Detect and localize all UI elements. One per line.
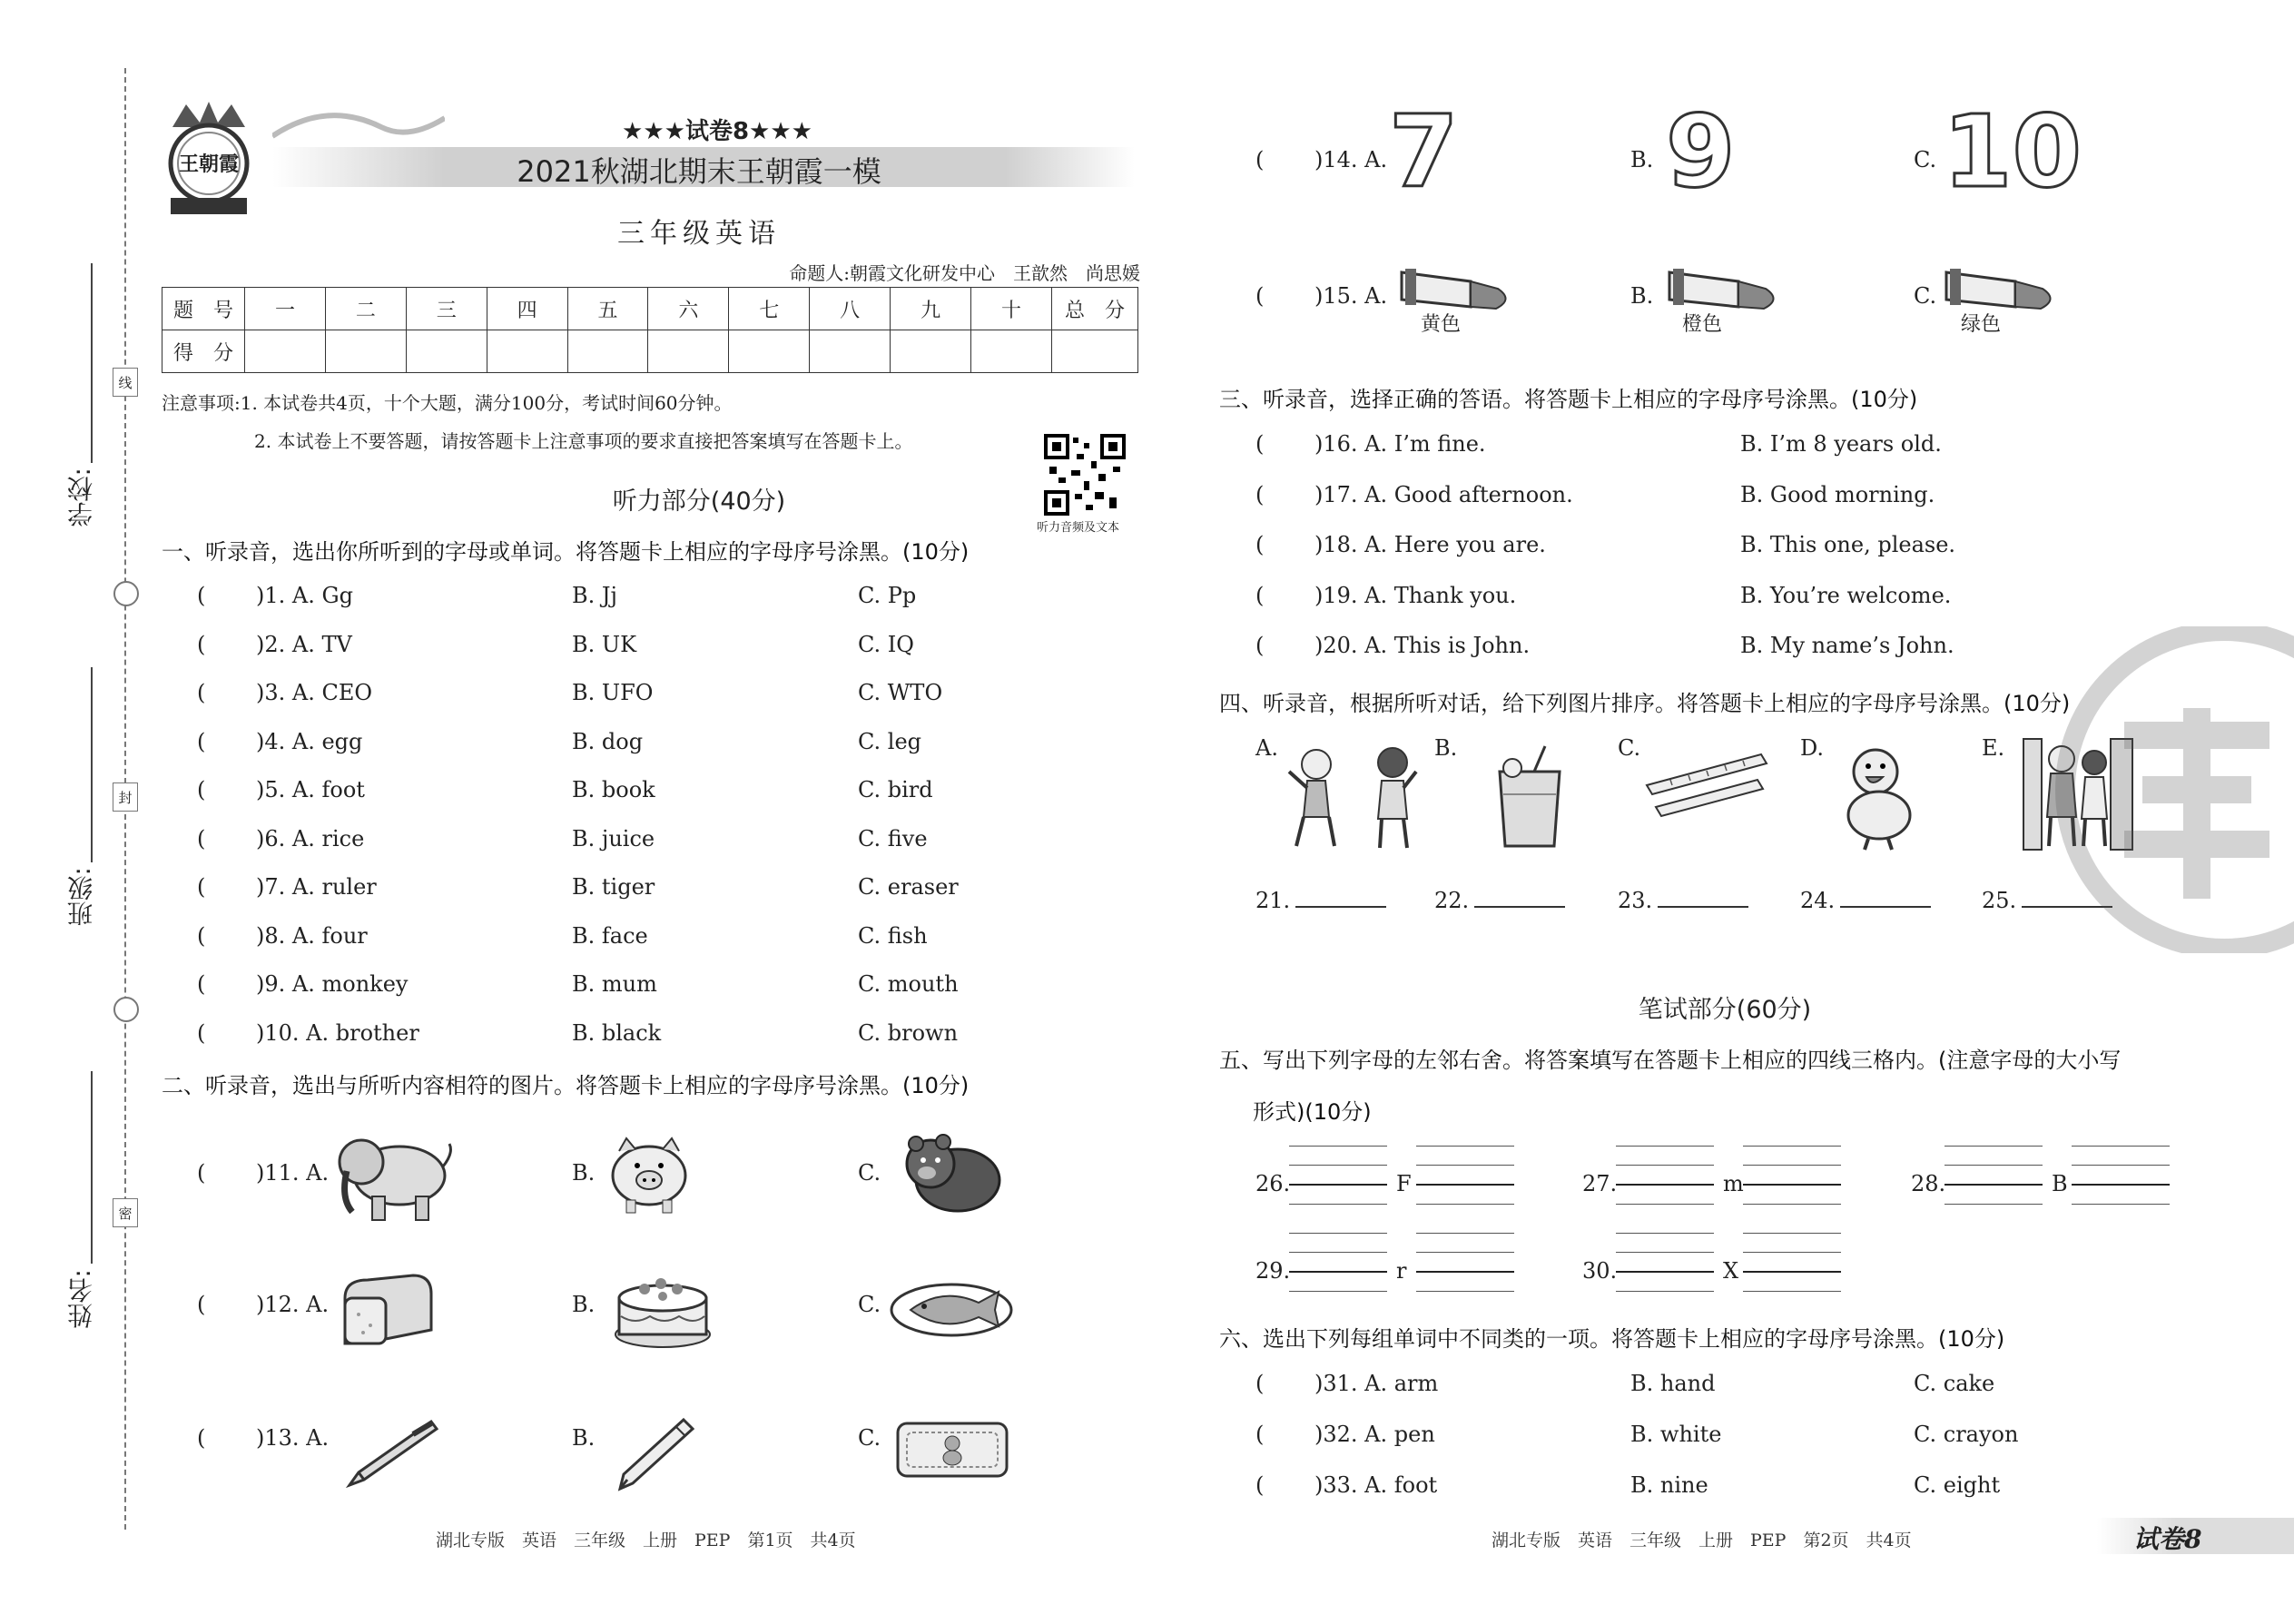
score-value-row <box>162 330 1138 373</box>
option-c: C. mouth <box>858 971 959 997</box>
option-b: B. My name’s John. <box>1740 633 1954 658</box>
score-cell <box>567 330 648 373</box>
guide-line <box>1416 1233 1514 1234</box>
guide-line <box>1289 1233 1387 1234</box>
option-a: )17. A. Good afternoon. <box>1314 481 1573 507</box>
guide-line <box>1616 1204 1714 1205</box>
four-line-box-left <box>1616 1233 1714 1291</box>
option-c: C. <box>858 1425 881 1451</box>
qr-code <box>1044 434 1126 516</box>
answer-blank-item <box>1434 888 1565 913</box>
option-c: C. cake <box>1914 1371 1995 1396</box>
blank-number: 25. <box>1982 888 2017 913</box>
name-line <box>91 1071 93 1264</box>
option-b: B. UFO <box>572 680 654 705</box>
blank-number: 23. <box>1618 888 1653 913</box>
answer-paren: ( <box>197 1019 206 1046</box>
option-c: C. five <box>858 825 928 851</box>
school-label: 学校: <box>66 468 96 527</box>
option-a: )7. A. ruler <box>256 874 377 900</box>
duck-picture <box>1832 744 1923 859</box>
guide-line <box>1616 1184 1714 1186</box>
option-a: )18. A. Here you are. <box>1314 532 1546 557</box>
answer-paren: ( <box>1255 481 1265 507</box>
answer-blank-item <box>1618 888 1748 913</box>
qr-caption: 听力音频及文本 <box>1037 521 1120 535</box>
option-a: )15. A. <box>1314 283 1388 309</box>
option-b: B. tiger <box>572 874 655 900</box>
score-header-cell: 八 <box>810 288 891 330</box>
option-c: C. crayon <box>1914 1422 2019 1447</box>
footer-left: 湖北专版 英语 三年级 上册 PEP 第1页 共4页 <box>436 1530 856 1550</box>
elephant-picture <box>336 1126 454 1231</box>
guide-line <box>1289 1291 1387 1292</box>
bread-picture <box>336 1271 436 1358</box>
guide-line <box>1743 1184 1841 1186</box>
guide-line <box>1416 1291 1514 1292</box>
option-c: C. <box>858 1160 881 1186</box>
school-line <box>91 263 93 463</box>
guide-line <box>1743 1291 1841 1292</box>
score-cell <box>325 330 406 373</box>
answer-blank-line <box>1658 888 1748 908</box>
option-b: B. <box>572 1425 596 1451</box>
answer-paren: ( <box>197 1425 206 1451</box>
option-b: B. dog <box>572 728 644 754</box>
answer-paren: ( <box>1255 431 1265 457</box>
authors: 命题人:朝霞文化研发中心 王歆然 尚思媛 <box>789 262 1140 284</box>
binding-hole <box>113 997 139 1022</box>
guide-line <box>1616 1252 1714 1253</box>
option-b: B. <box>1630 283 1654 309</box>
series-badge: ★★★试卷8★★★ <box>622 118 812 145</box>
option-a: )10. A. brother <box>256 1019 419 1046</box>
given-letter: F <box>1396 1171 1412 1196</box>
question-number: 27. <box>1582 1171 1618 1196</box>
four-line-box-right <box>1743 1146 1841 1204</box>
section-2-heading: 二、听录音，选出与所听内容相符的图片。将答题卡上相应的字母序号涂黑。(10分) <box>162 1073 970 1098</box>
crayon-caption-green: 绿色 <box>1961 313 2002 336</box>
answer-paren: ( <box>1255 1371 1265 1396</box>
question-number: 28. <box>1911 1171 1946 1196</box>
guide-line <box>1944 1146 2043 1147</box>
option-c: C. WTO <box>858 680 943 705</box>
fish-plate-picture <box>888 1275 1015 1344</box>
guide-line <box>2072 1165 2170 1166</box>
score-header-cell: 五 <box>567 288 648 330</box>
picture-label: E. <box>1982 735 2005 761</box>
guide-line <box>1944 1165 2043 1166</box>
number-picture-10: 10 <box>1943 94 2082 210</box>
guide-line <box>1743 1204 1841 1205</box>
option-a: )8. A. four <box>256 922 368 949</box>
blank-number: 22. <box>1434 888 1470 913</box>
guide-line <box>1616 1233 1714 1234</box>
note-1: 注意事项:1. 本试卷共4页，十个大题，满分100分，考试时间60分钟。 <box>162 392 733 414</box>
score-header-cell: 三 <box>406 288 487 330</box>
answer-paren: ( <box>1255 147 1265 172</box>
number-picture-9: 9 <box>1666 94 1736 210</box>
option-b: B. UK <box>572 631 637 657</box>
guide-line <box>1616 1146 1714 1147</box>
score-cell <box>245 330 326 373</box>
bear-picture <box>894 1126 1003 1222</box>
option-a: )14. A. <box>1314 147 1388 172</box>
exam-title: 2021秋湖北期末王朝霞一模 <box>517 154 881 189</box>
option-a: )33. A. foot <box>1314 1472 1438 1498</box>
picture-label: B. <box>1434 735 1458 761</box>
score-header-cell: 七 <box>729 288 810 330</box>
logo-text: 王朝霞 <box>178 153 239 176</box>
answer-paren: ( <box>1255 633 1265 658</box>
guide-line <box>1289 1165 1387 1166</box>
footer-right: 湖北专版 英语 三年级 上册 PEP 第2页 共4页 <box>1492 1530 1912 1550</box>
four-line-box-left <box>1616 1146 1714 1204</box>
option-a: )19. A. Thank you. <box>1314 582 1517 608</box>
picture-label: D. <box>1800 735 1825 761</box>
writing-title: 笔试部分(60分) <box>1638 996 1812 1024</box>
guide-line <box>1743 1271 1841 1273</box>
answer-paren: ( <box>197 583 206 608</box>
guide-line <box>1416 1146 1514 1147</box>
score-cell <box>971 330 1052 373</box>
guide-line <box>1289 1184 1387 1186</box>
four-line-box-right <box>2072 1146 2170 1204</box>
score-cell <box>810 330 891 373</box>
rulers-picture <box>1643 749 1770 827</box>
option-b: B. <box>1630 147 1654 172</box>
option-b: B. white <box>1630 1422 1722 1447</box>
option-a: )6. A. rice <box>256 825 365 851</box>
answer-paren: ( <box>1255 532 1265 557</box>
option-a: )32. A. pen <box>1314 1422 1435 1447</box>
score-header-cell: 二 <box>325 288 406 330</box>
score-header-cell: 一 <box>245 288 326 330</box>
cake-picture <box>608 1262 717 1358</box>
ribbon-decoration <box>272 100 445 145</box>
pen-picture <box>340 1416 440 1494</box>
option-a: )4. A. egg <box>256 728 363 754</box>
guide-line <box>1743 1252 1841 1253</box>
option-a: )5. A. foot <box>256 777 365 802</box>
answer-paren: ( <box>197 680 206 705</box>
option-a: )16. A. I’m fine. <box>1314 431 1486 457</box>
option-b: B. mum <box>572 971 657 997</box>
option-a: )9. A. monkey <box>256 971 409 997</box>
answer-blank-line <box>1295 888 1386 908</box>
option-c: C. Pp <box>858 583 917 608</box>
answer-paren: ( <box>197 971 206 997</box>
option-a: )20. A. This is John. <box>1314 633 1531 658</box>
option-c: C. eraser <box>858 874 959 900</box>
score-cell <box>729 330 810 373</box>
option-b: B. You’re welcome. <box>1740 582 1952 608</box>
score-cell <box>1052 330 1138 373</box>
subject-title: 三年级英语 <box>617 218 781 250</box>
binding-tag-feng: 封 <box>113 782 138 812</box>
option-a: )13. A. <box>256 1425 330 1451</box>
option-b: B. <box>572 1292 596 1317</box>
option-c: C. IQ <box>858 631 914 657</box>
class-label: 班级: <box>66 867 96 927</box>
four-line-box-left <box>1289 1233 1387 1291</box>
option-b: B. Good morning. <box>1740 481 1935 507</box>
question-number: 30. <box>1582 1258 1618 1284</box>
option-c: C. <box>1914 147 1937 172</box>
option-b: B. I’m 8 years old. <box>1740 431 1942 457</box>
option-a: )3. A. CEO <box>256 680 373 705</box>
option-a: )1. A. Gg <box>256 583 354 608</box>
score-table <box>162 287 1138 373</box>
option-c: C. bird <box>858 777 933 802</box>
guide-line <box>1944 1184 2043 1186</box>
option-b: B. juice <box>572 825 655 851</box>
option-c: C. <box>858 1292 881 1317</box>
answer-paren: ( <box>197 777 206 802</box>
answer-paren: ( <box>197 825 206 851</box>
score-header-cell: 题 号 <box>162 288 245 330</box>
guide-line <box>1743 1165 1841 1166</box>
answer-blank-line <box>1474 888 1565 908</box>
answer-paren: ( <box>197 728 206 754</box>
option-c: C. <box>1914 283 1937 309</box>
option-b: B. book <box>572 777 655 802</box>
option-a: )12. A. <box>256 1292 330 1317</box>
score-header-cell: 六 <box>648 288 729 330</box>
option-c: C. brown <box>858 1019 959 1046</box>
option-b: B. Jj <box>572 583 617 608</box>
guide-line <box>1416 1271 1514 1273</box>
four-line-box-right <box>1743 1233 1841 1291</box>
crayon-caption-orange: 橙色 <box>1682 313 1723 336</box>
given-letter: r <box>1396 1258 1407 1284</box>
guide-line <box>1743 1233 1841 1234</box>
score-header-cell: 九 <box>891 288 971 330</box>
answer-paren: ( <box>1255 1472 1265 1498</box>
option-b: B. nine <box>1630 1472 1708 1498</box>
guide-line <box>1616 1165 1714 1166</box>
pig-picture <box>599 1126 699 1222</box>
guide-line <box>2072 1204 2170 1205</box>
picture-label: C. <box>1618 735 1641 761</box>
section-1-heading: 一、听录音，选出你所听到的字母或单词。将答题卡上相应的字母序号涂黑。(10分) <box>162 539 970 565</box>
option-b: B. face <box>572 922 648 949</box>
score-cell <box>406 330 487 373</box>
guide-line <box>1289 1252 1387 1253</box>
answer-blank-item <box>1255 888 1386 913</box>
four-line-box-right <box>1416 1146 1514 1204</box>
answer-paren: ( <box>1255 582 1265 608</box>
guide-line <box>1616 1291 1714 1292</box>
watermark-seal <box>2043 626 2294 953</box>
option-b: B. <box>572 1160 596 1186</box>
picture-label: A. <box>1255 735 1278 761</box>
section-4-heading: 四、听录音，根据所听对话，给下列图片排序。将答题卡上相应的字母序号涂黑。(10分) <box>1219 691 2071 716</box>
score-header-row <box>162 288 1138 330</box>
answer-paren: ( <box>197 922 206 949</box>
option-b: B. This one, please. <box>1740 532 1956 557</box>
given-letter: m <box>1723 1171 1744 1196</box>
guide-line <box>2072 1184 2170 1186</box>
question-number: 29. <box>1255 1258 1291 1284</box>
score-header-cell: 总 分 <box>1052 288 1138 330</box>
guide-line <box>1743 1146 1841 1147</box>
score-cell <box>648 330 729 373</box>
guide-line <box>1616 1271 1714 1273</box>
answer-paren: ( <box>197 1160 206 1186</box>
guide-line <box>1944 1204 2043 1205</box>
blank-number: 21. <box>1255 888 1291 913</box>
answer-paren: ( <box>197 874 206 900</box>
number-picture-7: 7 <box>1389 94 1459 210</box>
binding-hole <box>113 581 139 606</box>
juice-glass-picture <box>1489 744 1570 859</box>
option-a: )2. A. TV <box>256 631 352 657</box>
four-line-box-right <box>1416 1233 1514 1291</box>
guide-line <box>1289 1271 1387 1273</box>
class-line <box>91 667 93 862</box>
guide-line <box>2072 1146 2170 1147</box>
answer-paren: ( <box>1255 283 1265 309</box>
score-cell <box>487 330 567 373</box>
guide-line <box>1416 1165 1514 1166</box>
guide-line <box>1289 1146 1387 1147</box>
option-b: B. hand <box>1630 1371 1716 1396</box>
four-line-box-left <box>1944 1146 2043 1204</box>
answer-paren: ( <box>197 1292 206 1317</box>
option-a: )31. A. arm <box>1314 1371 1439 1396</box>
section-5-heading: 五、写出下列字母的左邻右舍。将答案填写在答题卡上相应的四线三格内。(注意字母的大小写 <box>1219 1048 2122 1073</box>
guide-line <box>1416 1204 1514 1205</box>
score-header-cell: 十 <box>971 288 1052 330</box>
footer-badge: 试卷8 <box>2133 1524 2202 1554</box>
binding-tag-mi: 密 <box>113 1198 138 1227</box>
guide-line <box>1416 1184 1514 1186</box>
score-row-label: 得 分 <box>162 330 245 373</box>
score-cell <box>891 330 971 373</box>
option-b: B. black <box>572 1019 662 1046</box>
answer-blank-item <box>1800 888 1931 913</box>
binding-tag-xian: 线 <box>113 368 138 397</box>
pencil-case-picture <box>894 1416 1012 1490</box>
answer-paren: ( <box>197 631 206 657</box>
guide-line <box>1416 1252 1514 1253</box>
option-c: C. fish <box>858 922 928 949</box>
section-3-heading: 三、听录音，选择正确的答语。将答题卡上相应的字母序号涂黑。(10分) <box>1219 387 1918 412</box>
option-c: C. leg <box>858 728 922 754</box>
given-letter: X <box>1723 1258 1739 1284</box>
given-letter: B <box>2052 1171 2068 1196</box>
score-header-cell: 四 <box>487 288 567 330</box>
option-a: )11. A. <box>256 1160 330 1186</box>
pencil-picture <box>613 1416 694 1499</box>
listening-title: 听力部分(40分) <box>612 487 786 516</box>
four-line-box-left <box>1289 1146 1387 1204</box>
section-6-heading: 六、选出下列每组单词中不同类的一项。将答题卡上相应的字母序号涂黑。(10分) <box>1219 1326 2005 1352</box>
name-label: 姓名: <box>66 1269 96 1329</box>
note-2: 2. 本试卷上不要答题，请按答题卡上注意事项的要求直接把答案填写在答题卡上。 <box>254 430 913 452</box>
crayon-caption-yellow: 黄色 <box>1421 313 1462 336</box>
two-kids-waving-picture <box>1280 744 1425 859</box>
answer-paren: ( <box>1255 1422 1265 1447</box>
section-5-heading-cont: 形式)(10分) <box>1253 1099 1372 1125</box>
brand-logo <box>154 100 263 218</box>
guide-line <box>1289 1204 1387 1205</box>
question-number: 26. <box>1255 1171 1291 1196</box>
option-c: C. eight <box>1914 1472 2001 1498</box>
blank-number: 24. <box>1800 888 1836 913</box>
answer-blank-line <box>1840 888 1931 908</box>
